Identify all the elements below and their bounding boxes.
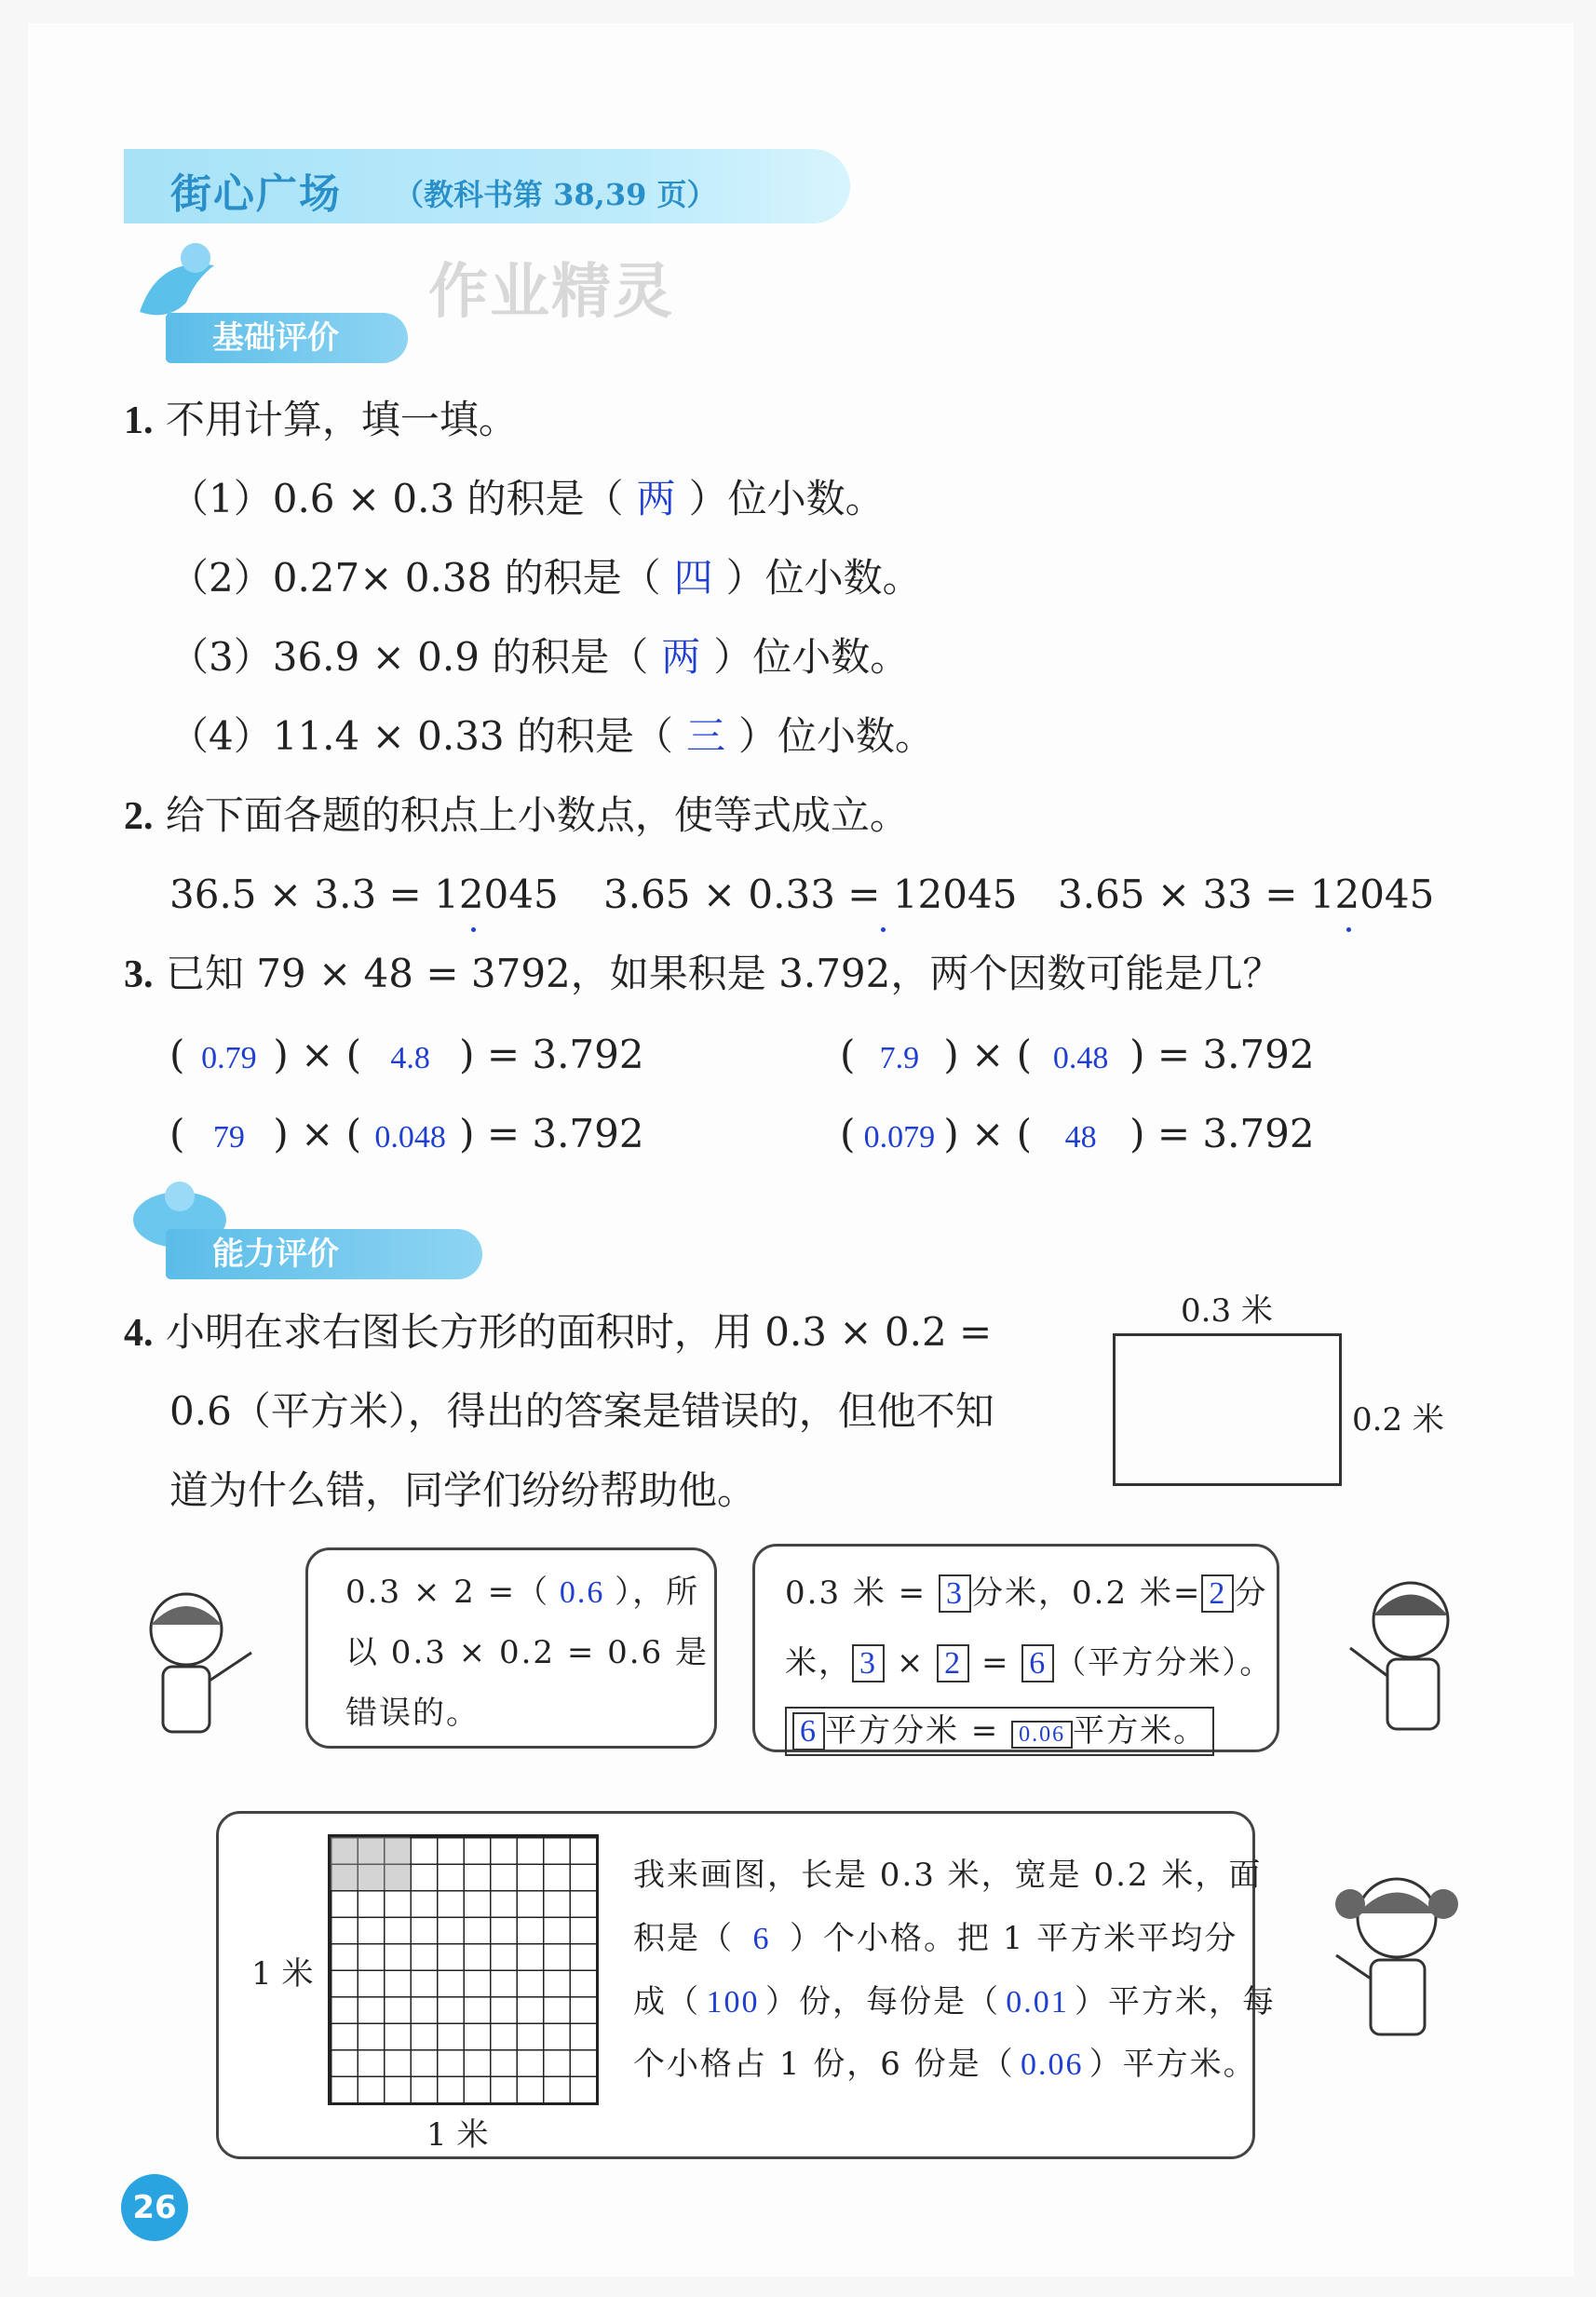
section-banner (124, 149, 850, 223)
bubble1-answer[interactable]: 0.6 (559, 1575, 605, 1610)
q1-answer[interactable]: 三 (685, 716, 725, 759)
q3-prompt-text: 已知 79 × 48 = 3792，如果积是 3.792，两个因数可能是几？ (165, 951, 1282, 996)
q1-item-3 (169, 634, 910, 680)
bubble3-text: ）份，每份是（ (765, 1983, 1000, 2020)
bubble3-text: 积是（ (633, 1920, 734, 1957)
bubble1-line-2: 以 0.3 × 0.2 = 0.6 是 (345, 1634, 710, 1671)
q1-answer[interactable]: 两 (636, 479, 676, 521)
q1-item-prefix: （4）11.4 × 0.33 的积是（ (169, 713, 673, 759)
bubble2-text: 分米，0.2 米= (971, 1574, 1202, 1612)
q2-number: 2. (124, 795, 154, 838)
section-tag-ability: 能力评价 (166, 1229, 482, 1279)
q1-item-4 (169, 713, 935, 759)
answer-box[interactable]: 2 (937, 1644, 969, 1682)
page-number: 26 (121, 2174, 188, 2241)
speech-bubble-1 (305, 1547, 717, 1749)
decimal-point-mark (471, 927, 476, 932)
q3-result: = 3.792 (486, 1032, 644, 1077)
answer-box[interactable]: 3 (939, 1574, 971, 1613)
q1-prompt (124, 397, 518, 442)
bubble3-text: ）平方米。 (1089, 2046, 1257, 2083)
bubble3-line-4 (633, 2048, 1257, 2081)
bubble3-answer[interactable]: 6 (752, 1922, 771, 1956)
q1-item-prefix: （3）36.9 × 0.9 的积是（ (169, 634, 649, 680)
rect-height-label: 0.2 米 (1352, 1401, 1444, 1439)
q3-row-2: ( 7.9 ) × ( 0.48 ) = 3.792 (840, 1032, 1315, 1077)
decimal-point-mark (1346, 927, 1351, 932)
q4-line-1 (124, 1309, 993, 1355)
bubble2-text: 0.3 米 = (785, 1574, 927, 1612)
bubble1-text: 0.3 × 2 =（ (345, 1574, 550, 1611)
q3-result: = 3.792 (1156, 1032, 1315, 1077)
q3-row-3: ( 79 ) × ( 0.048 ) = 3.792 (169, 1111, 644, 1156)
square-meter-grid (328, 1834, 599, 2105)
q4-line-text: 小明在求右图长方形的面积时，用 0.3 × 0.2 = (165, 1309, 993, 1355)
q2-prompt (124, 792, 909, 838)
bubble2-text: 平方分米 = (825, 1712, 1000, 1750)
q1-item-suffix: ）位小数。 (738, 713, 935, 759)
q3-row-1: ( 0.79 ) × ( 4.8 ) = 3.792 (169, 1032, 644, 1077)
q1-item-suffix: ）位小数。 (688, 476, 885, 521)
q3-result: = 3.792 (1156, 1111, 1315, 1156)
q1-answer[interactable]: 两 (661, 637, 701, 680)
q3-factor-a[interactable]: 7.9 (879, 1041, 920, 1075)
q3-factor-a[interactable]: 79 (212, 1120, 245, 1155)
answer-box[interactable]: 6 (1021, 1644, 1054, 1682)
bubble2-text: （平方分米）。 (1054, 1644, 1274, 1682)
q3-prompt (124, 951, 1282, 996)
answer-box[interactable]: 6 (792, 1712, 825, 1750)
decimal-point-mark (881, 927, 886, 932)
bubble2-text: = (981, 1644, 1010, 1682)
q3-factor-b[interactable]: 0.48 (1052, 1041, 1109, 1075)
bubble2-line-3 (785, 1707, 1214, 1756)
q1-item-prefix: （1）0.6 × 0.3 的积是（ (169, 476, 624, 521)
bubble3-line-3 (633, 1983, 1276, 2020)
bubble2-text: 平方米。 (1073, 1712, 1208, 1750)
q1-prompt-text: 不用计算，填一填。 (165, 397, 518, 442)
q4-number: 4. (124, 1312, 154, 1355)
answer-box[interactable]: 2 (1201, 1574, 1234, 1613)
q3-result: = 3.792 (486, 1111, 644, 1156)
bubble1-text: ），所 (615, 1574, 700, 1611)
rectangle-figure (1113, 1333, 1342, 1486)
q1-item-1 (169, 476, 885, 521)
q3-factor-a[interactable]: 0.79 (201, 1041, 257, 1075)
grid-side-label: 1 米 (251, 1955, 314, 1993)
q2-prompt-text: 给下面各题的积点上小数点，使等式成立。 (165, 792, 909, 838)
q3-factor-b[interactable]: 48 (1064, 1120, 1097, 1155)
bubble3-line-1: 我来画图，长是 0.3 米，宽是 0.2 米，面 (633, 1857, 1263, 1894)
watermark: 作业精灵 (428, 258, 674, 327)
bubble3-text: 个小格占 1 份，6 份是（ (633, 2046, 1015, 2083)
bubble3-answer[interactable]: 0.06 (1020, 2047, 1084, 2082)
girl-character-icon (121, 1588, 261, 1750)
bubble1-line-1 (345, 1576, 699, 1609)
bubble3-text: ）个小格。把 1 平方米平均分 (790, 1920, 1238, 1957)
boy-character-icon (1341, 1574, 1471, 1741)
q1-item-2 (169, 555, 922, 601)
q1-number: 1. (124, 399, 154, 442)
answer-box[interactable]: 3 (852, 1644, 885, 1682)
q1-item-suffix: ）位小数。 (725, 555, 922, 601)
q3-row-4: ( 0.079 ) × ( 48 ) = 3.792 (840, 1111, 1315, 1156)
q1-answer[interactable]: 四 (673, 558, 713, 601)
q3-factor-b[interactable]: 0.048 (374, 1120, 446, 1155)
bubble2-line-2 (785, 1644, 1273, 1682)
bubble1-line-3: 错误的。 (345, 1695, 480, 1732)
q3-number: 3. (124, 953, 154, 996)
q2-equation-2: 3.65 × 0.33 = 12045 (603, 872, 1018, 917)
grid-bottom-label: 1 米 (426, 2116, 489, 2154)
bubble3-answer[interactable]: 0.01 (1006, 1985, 1069, 2020)
bubble2-text: × (896, 1644, 926, 1682)
girl-pigtails-character-icon (1322, 1867, 1481, 2053)
bubble2-text: 米， (785, 1644, 852, 1682)
bubble2-text: 分 (1234, 1574, 1268, 1612)
answer-box[interactable]: 0.06 (1011, 1721, 1073, 1749)
section-tag-basic: 基础评价 (166, 313, 408, 363)
q2-equation-1: 36.5 × 3.3 = 12045 (169, 872, 559, 917)
bubble3-answer[interactable]: 100 (706, 1985, 760, 2020)
bubble3-line-2 (633, 1920, 1238, 1957)
shaded-cells (331, 1837, 410, 1890)
q4-line-2: 0.6（平方米），得出的答案是错误的，但他不知 (169, 1388, 994, 1434)
bubble3-text: 成（ (633, 1983, 700, 2020)
q3-factor-b[interactable]: 4.8 (390, 1041, 430, 1075)
banner-title: 街心广场 (170, 170, 342, 218)
q1-item-prefix: （2）0.27× 0.38 的积是（ (169, 555, 661, 601)
q1-item-suffix: ）位小数。 (713, 634, 910, 680)
bubble2-line-1 (785, 1574, 1267, 1613)
banner-subtitle: （教科书第 38,39 页） (394, 177, 717, 212)
q2-equation-3: 3.65 × 33 = 12045 (1058, 872, 1435, 917)
q4-line-3: 道为什么错，同学们纷纷帮助他。 (169, 1467, 757, 1513)
bubble3-text: ）平方米，每 (1075, 1983, 1276, 2020)
rect-width-label: 0.3 米 (1181, 1292, 1273, 1330)
q3-factor-a[interactable]: 0.079 (863, 1120, 936, 1155)
speech-bubble-2 (752, 1544, 1279, 1752)
